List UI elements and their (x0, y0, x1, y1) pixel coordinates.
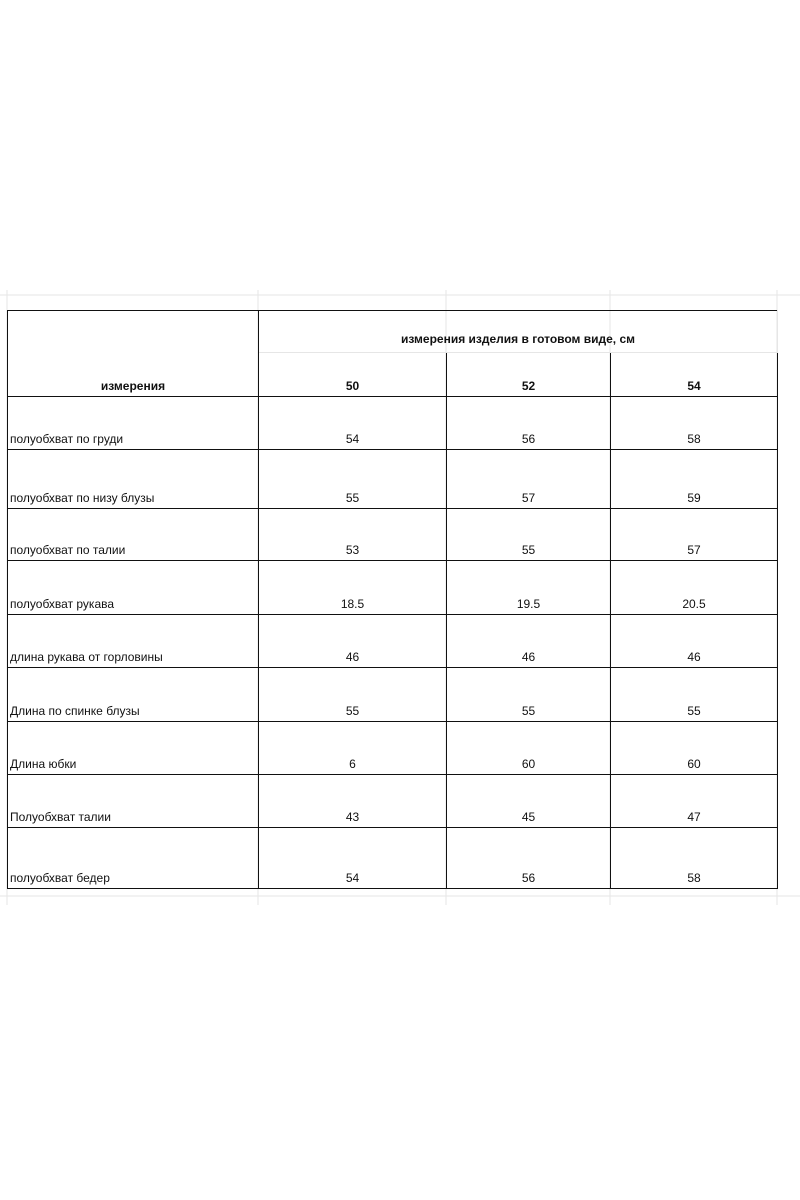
row-value: 45 (447, 775, 611, 828)
table-row (8, 450, 778, 509)
row-value: 46 (259, 615, 447, 668)
table-row (8, 775, 778, 828)
row-value: 56 (447, 828, 611, 889)
group-header-cell: измерения изделия в готовом виде, см (259, 311, 778, 353)
row-value: 57 (611, 509, 778, 561)
row-label: Длина по спинке блузы (8, 668, 259, 722)
row-value: 58 (611, 397, 778, 450)
header-row-group (8, 311, 778, 353)
row-value: 46 (447, 615, 611, 668)
row-value: 59 (611, 450, 778, 509)
row-value: 55 (259, 450, 447, 509)
size-header-cell: 52 (447, 353, 611, 397)
row-label: полуобхват по груди (8, 397, 259, 450)
row-value: 6 (259, 722, 447, 775)
table-row (8, 615, 778, 668)
size-header-cell: 50 (259, 353, 447, 397)
row-value: 20.5 (611, 561, 778, 615)
row-value: 55 (611, 668, 778, 722)
row-value: 56 (447, 397, 611, 450)
row-value: 54 (259, 828, 447, 889)
row-value: 53 (259, 509, 447, 561)
table-row (8, 561, 778, 615)
row-value: 60 (611, 722, 778, 775)
row-label: Длина юбки (8, 722, 259, 775)
row-value: 54 (259, 397, 447, 450)
row-value: 47 (611, 775, 778, 828)
row-value: 55 (259, 668, 447, 722)
row-value: 60 (447, 722, 611, 775)
row-value: 55 (447, 509, 611, 561)
row-value: 18.5 (259, 561, 447, 615)
row-label: полуобхват бедер (8, 828, 259, 889)
row-label: полуобхват по талии (8, 509, 259, 561)
size-table (7, 310, 778, 889)
row-value: 43 (259, 775, 447, 828)
row-label: длина рукава от горловины (8, 615, 259, 668)
row-label: полуобхват по низу блузы (8, 450, 259, 509)
row-value: 55 (447, 668, 611, 722)
size-table-body (8, 311, 778, 889)
row-label: Полуобхват талии (8, 775, 259, 828)
row-value: 19.5 (447, 561, 611, 615)
size-header-cell: 54 (611, 353, 778, 397)
row-label: полуобхват рукава (8, 561, 259, 615)
table-row (8, 722, 778, 775)
row-value: 58 (611, 828, 778, 889)
row-value: 57 (447, 450, 611, 509)
table-row (8, 828, 778, 889)
table-row (8, 509, 778, 561)
param-header-cell: измерения (8, 311, 259, 397)
table-row (8, 668, 778, 722)
table-row (8, 397, 778, 450)
row-value: 46 (611, 615, 778, 668)
